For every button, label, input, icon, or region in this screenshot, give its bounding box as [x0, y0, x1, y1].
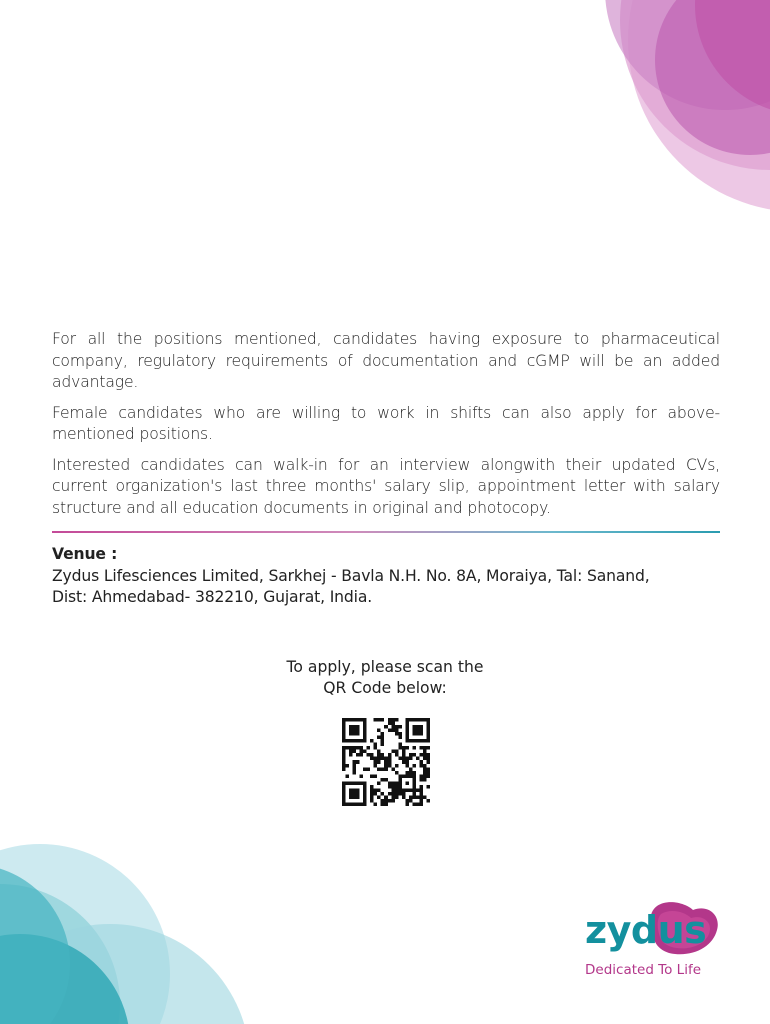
female-candidates-paragraph: Female candidates who are willing to work in shifts can also apply for above-mentioned positions.: [52, 403, 720, 443]
brand-wordmark: zydus: [585, 908, 707, 952]
venue-address-line-1: Zydus Lifesciences Limited, Sarkhej - Bavla N.H. No. 8A, Moraiya, Tal: Sanand,: [52, 566, 650, 585]
brand-tagline: Dedicated To Life: [585, 962, 702, 978]
zydus-logo: [583, 900, 723, 980]
positions-paragraph: For all the positions mentioned, candidates having exposure to pharmaceutical company, regulatory requirements of documentation and cGMP will be an added advantage.: [52, 330, 720, 391]
apply-line-2: QR Code below:: [323, 679, 447, 697]
apply-instructions: [0, 657, 770, 699]
venue-block: [52, 544, 720, 609]
walk-in-paragraph: Interested candidates can walk-in for an interview alongwith their updated CVs, current organization's last three months' salary slip, appointment letter with salary structure and all education documents in original and photocopy.: [52, 455, 720, 517]
top-right-decorative-circles: [500, 0, 770, 210]
qr-code[interactable]: [342, 718, 430, 806]
venue-title: Venue :: [52, 545, 118, 563]
main-content: [52, 329, 720, 609]
bottom-left-decorative-circles: [0, 814, 250, 1024]
apply-line-1: To apply, please scan the: [286, 658, 484, 676]
venue-address-line-2: Dist: Ahmedabad- 382210, Gujarat, India.: [52, 588, 373, 606]
section-divider: [52, 531, 720, 533]
